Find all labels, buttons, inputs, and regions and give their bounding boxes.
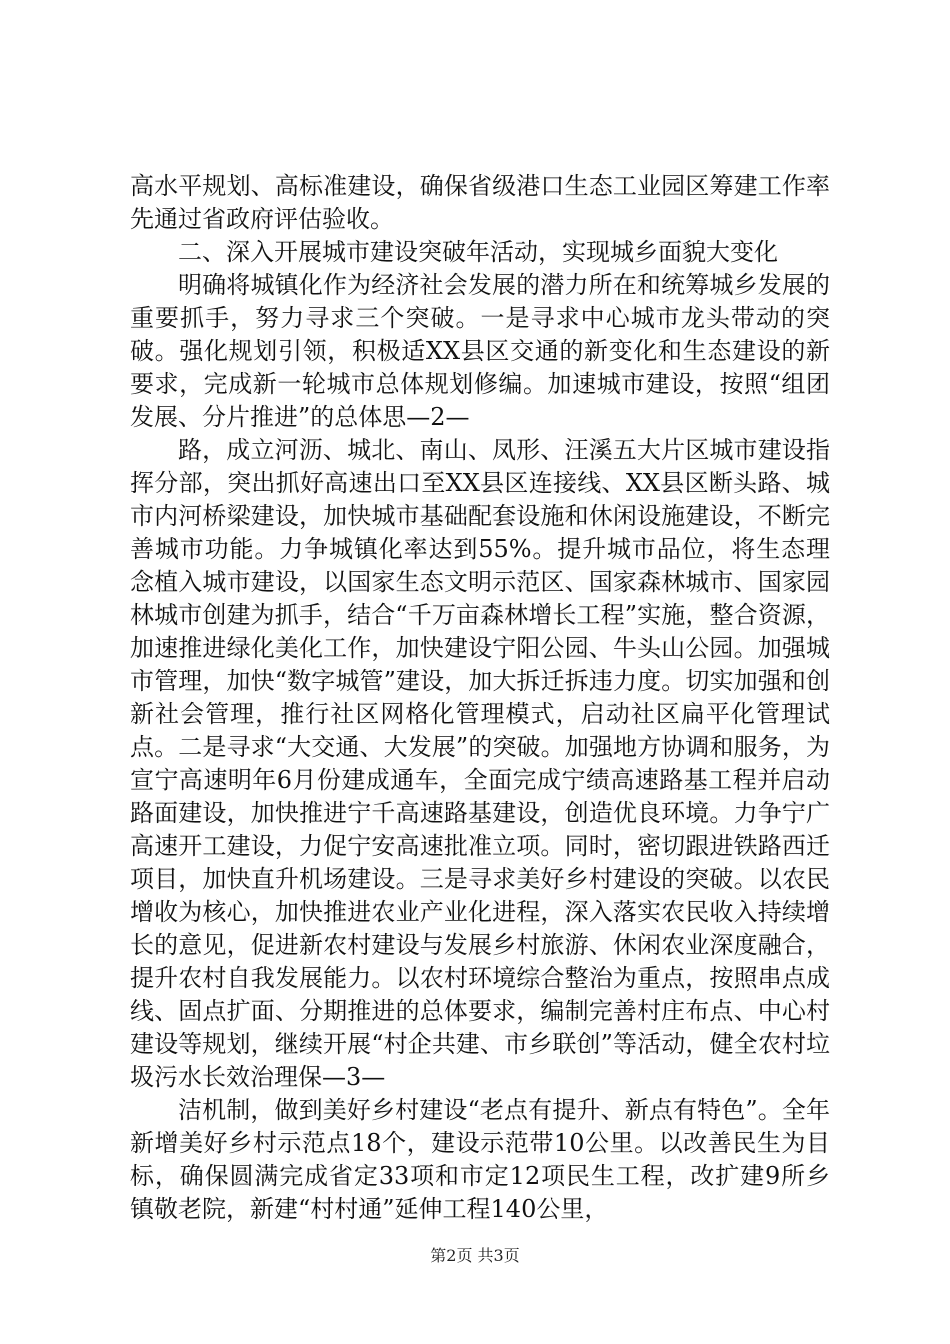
- paragraph-3: 路，成立河沥、城北、南山、凤形、汪溪五大片区城市建设指挥分部，突出抓好高速出口至XX县区连接线、XX县区断头路、城市内河桥梁建设，加快城市基础配套设施和休闲设施建设，不断完善城市功能。力争城镇化率达到55%。提升城市品位，将生态理念植入城市建设，以国家生态文明示范区、国家森林城市、国家园林城市创建为抓手，结合“千万亩森林增长工程”实施，整合资源，加速推进绿化美化工作，加快建设宁阳公园、牛头山公园。加强城市管理，加快“数字城管”建设，加大拆迁拆违力度。切实加强和创新社会管理，推行社区网格化管理模式，启动社区扁平化管理试点。二是寻求“大交通、大发展”的突破。加强地方协调和服务，为宣宁高速明年6月份建成通车，全面完成宁绩高速路基工程并启动路面建设，加快推进宁千高速路基建设，创造优良环境。力争宁广高速开工建设，力促宁安高速批准立项。同时，密切跟进铁路西迁项目，加快直升机场建设。三是寻求美好乡村建设的突破。以农民增收为核心，加快推进农业产业化进程，深入落实农民收入持续增长的意见，促进新农村建设与发展乡村旅游、休闲农业深度融合，提升农村自我发展能力。以农村环境综合整治为重点，按照串点成线、固点扩面、分期推进的总体要求，编制完善村庄布点、中心村建设等规划，继续开展“村企共建、市乡联创”等活动，健全农村垃圾污水长效治理保—3—: [130, 436, 830, 1091]
- document-body: [130, 170, 830, 1226]
- paragraph-4: 洁机制，做到美好乡村建设“老点有提升、新点有特色”。全年新增美好乡村示范点18个，建设示范带10公里。以改善民生为目标，确保圆满完成省定33项和市定12项民生工程，改扩建9所乡镇敬老院，新建“村村通”延伸工程140公里，: [130, 1096, 830, 1223]
- page-number-footer: 第2页 共3页: [430, 1246, 520, 1265]
- section-heading: 二、深入开展城市建设突破年活动，实现城乡面貌大变化: [178, 238, 778, 266]
- paragraph-1: 高水平规划、高标准建设，确保省级港口生态工业园区筹建工作率先通过省政府评估验收。: [130, 172, 830, 233]
- paragraph-2: 明确将城镇化作为经济社会发展的潜力所在和统筹城乡发展的重要抓手，努力寻求三个突破。一是寻求中心城市龙头带动的突破。强化规划引领，积极适XX县区交通的新变化和生态建设的新要求，完成新一轮城市总体规划修编。加速城市建设，按照“组团发展、分片推进”的总体思—2—: [130, 271, 830, 431]
